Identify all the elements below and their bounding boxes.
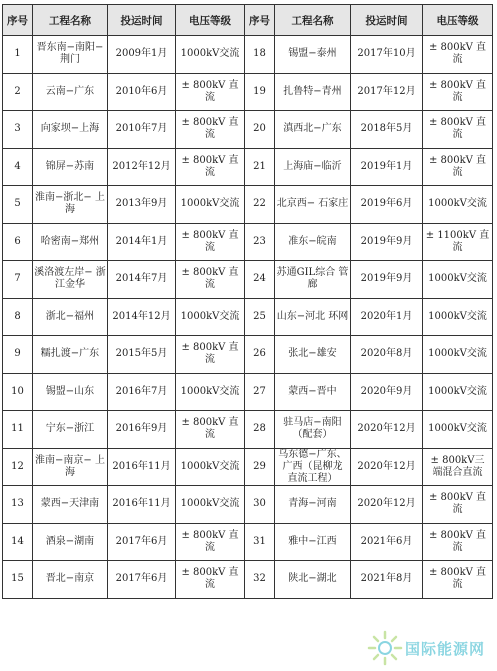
table-body	[3, 36, 493, 599]
left-no-cell: 13	[3, 486, 33, 524]
left-name-cell: 哈密南−郑州	[33, 223, 108, 261]
left-voltage-cell: ± 800kV 直流	[176, 148, 245, 186]
right-date-cell: 2020年12月	[351, 448, 423, 486]
left-date-cell: 2009年1月	[108, 36, 176, 74]
right-name-cell: 山东−河北 环网	[275, 298, 351, 336]
header-voltage-right: 电压等级	[423, 5, 493, 36]
right-no-cell: 19	[245, 73, 275, 111]
left-date-cell: 2013年9月	[108, 186, 176, 224]
right-voltage-cell: ± 800kV 直流	[423, 111, 493, 149]
right-date-cell: 2019年9月	[351, 261, 423, 299]
right-date-cell: 2021年8月	[351, 561, 423, 599]
right-voltage-cell: ± 800kV 直流	[423, 73, 493, 111]
left-voltage-cell: 1000kV交流	[176, 36, 245, 74]
right-voltage-cell: ± 800kV 直流	[423, 523, 493, 561]
left-voltage-cell: ± 800kV 直流	[176, 336, 245, 374]
left-no-cell: 4	[3, 148, 33, 186]
right-name-cell: 陕北−湖北	[275, 561, 351, 599]
right-name-cell: 锡盟−泰州	[275, 36, 351, 74]
right-date-cell: 2017年10月	[351, 36, 423, 74]
right-name-cell: 滇西北−广东	[275, 111, 351, 149]
left-no-cell: 7	[3, 261, 33, 299]
left-date-cell: 2010年7月	[108, 111, 176, 149]
table-row	[3, 486, 493, 524]
left-no-cell: 10	[3, 373, 33, 411]
right-voltage-cell: 1000kV交流	[423, 373, 493, 411]
table-row	[3, 411, 493, 449]
left-voltage-cell: 1000kV交流	[176, 373, 245, 411]
right-no-cell: 22	[245, 186, 275, 224]
header-no-right: 序号	[245, 5, 275, 36]
right-name-cell: 乌东德−广东、 广西（昆柳龙 直流工程）	[275, 448, 351, 486]
table-row	[3, 561, 493, 599]
left-voltage-cell: 1000kV交流	[176, 448, 245, 486]
left-date-cell: 2016年9月	[108, 411, 176, 449]
left-no-cell: 5	[3, 186, 33, 224]
watermark-logo	[367, 630, 493, 666]
header-row	[3, 5, 493, 36]
left-voltage-cell: ± 800kV 直流	[176, 111, 245, 149]
left-date-cell: 2016年11月	[108, 448, 176, 486]
left-name-cell: 蒙西−天津南	[33, 486, 108, 524]
right-name-cell: 扎鲁特−青州	[275, 73, 351, 111]
right-no-cell: 32	[245, 561, 275, 599]
left-date-cell: 2012年12月	[108, 148, 176, 186]
right-voltage-cell: 1000kV交流	[423, 261, 493, 299]
right-name-cell: 驻马店−南阳 （配套）	[275, 411, 351, 449]
table-row	[3, 36, 493, 74]
left-name-cell: 宁东−浙江	[33, 411, 108, 449]
left-no-cell: 8	[3, 298, 33, 336]
left-voltage-cell: 1000kV交流	[176, 486, 245, 524]
left-date-cell: 2016年7月	[108, 373, 176, 411]
table-row	[3, 223, 493, 261]
right-no-cell: 21	[245, 148, 275, 186]
left-name-cell: 糯扎渡−广东	[33, 336, 108, 374]
table-row	[3, 523, 493, 561]
left-no-cell: 12	[3, 448, 33, 486]
right-voltage-cell: ± 800kV 直流	[423, 561, 493, 599]
left-voltage-cell: ± 800kV 直流	[176, 223, 245, 261]
left-no-cell: 9	[3, 336, 33, 374]
header-name-right: 工程名称	[275, 5, 351, 36]
right-date-cell: 2019年6月	[351, 186, 423, 224]
right-no-cell: 31	[245, 523, 275, 561]
left-name-cell: 酒泉−湖南	[33, 523, 108, 561]
left-date-cell: 2014年7月	[108, 261, 176, 299]
right-date-cell: 2019年1月	[351, 148, 423, 186]
left-date-cell: 2010年6月	[108, 73, 176, 111]
right-date-cell: 2020年1月	[351, 298, 423, 336]
left-voltage-cell: ± 800kV 直流	[176, 561, 245, 599]
right-name-cell: 雅中−江西	[275, 523, 351, 561]
right-date-cell: 2021年6月	[351, 523, 423, 561]
right-voltage-cell: 1000kV交流	[423, 186, 493, 224]
watermark-sun-icon	[367, 630, 403, 666]
left-voltage-cell: 1000kV交流	[176, 186, 245, 224]
right-date-cell: 2020年12月	[351, 411, 423, 449]
right-no-cell: 23	[245, 223, 275, 261]
right-voltage-cell: ± 800kV三 端混合直流	[423, 448, 493, 486]
right-no-cell: 18	[245, 36, 275, 74]
left-name-cell: 溪洛渡左岸− 浙江金华	[33, 261, 108, 299]
right-no-cell: 26	[245, 336, 275, 374]
left-no-cell: 3	[3, 111, 33, 149]
left-no-cell: 2	[3, 73, 33, 111]
left-name-cell: 晋东南−南阳− 荆门	[33, 36, 108, 74]
table-row	[3, 448, 493, 486]
header-no-left: 序号	[3, 5, 33, 36]
right-date-cell: 2019年9月	[351, 223, 423, 261]
right-date-cell: 2020年9月	[351, 373, 423, 411]
left-voltage-cell: ± 800kV 直流	[176, 411, 245, 449]
right-voltage-cell: 1000kV交流	[423, 336, 493, 374]
header-date-left: 投运时间	[108, 5, 176, 36]
left-voltage-cell: ± 800kV 直流	[176, 523, 245, 561]
left-voltage-cell: 1000kV交流	[176, 298, 245, 336]
right-no-cell: 24	[245, 261, 275, 299]
right-voltage-cell: ± 800kV 直流	[423, 148, 493, 186]
right-voltage-cell: ± 800kV 直流	[423, 36, 493, 74]
left-name-cell: 云南−广东	[33, 73, 108, 111]
right-name-cell: 苏通GIL综合 管廊	[275, 261, 351, 299]
left-name-cell: 向家坝−上海	[33, 111, 108, 149]
left-date-cell: 2014年12月	[108, 298, 176, 336]
table-row	[3, 73, 493, 111]
right-name-cell: 上海庙−临沂	[275, 148, 351, 186]
table-row	[3, 186, 493, 224]
right-no-cell: 28	[245, 411, 275, 449]
table-row	[3, 148, 493, 186]
right-voltage-cell: 1000kV交流	[423, 298, 493, 336]
left-name-cell: 晋北−南京	[33, 561, 108, 599]
left-name-cell: 锦屏−苏南	[33, 148, 108, 186]
left-date-cell: 2017年6月	[108, 561, 176, 599]
header-date-right: 投运时间	[351, 5, 423, 36]
left-date-cell: 2015年5月	[108, 336, 176, 374]
right-no-cell: 27	[245, 373, 275, 411]
left-date-cell: 2016年11月	[108, 486, 176, 524]
right-name-cell: 蒙西−晋中	[275, 373, 351, 411]
left-name-cell: 锡盟−山东	[33, 373, 108, 411]
left-no-cell: 15	[3, 561, 33, 599]
right-name-cell: 青海−河南	[275, 486, 351, 524]
left-date-cell: 2017年6月	[108, 523, 176, 561]
left-voltage-cell: ± 800kV 直流	[176, 261, 245, 299]
table-row	[3, 111, 493, 149]
left-date-cell: 2014年1月	[108, 223, 176, 261]
header-voltage-left: 电压等级	[176, 5, 245, 36]
right-voltage-cell: ± 800kV 直流	[423, 486, 493, 524]
left-name-cell: 浙北−福州	[33, 298, 108, 336]
left-no-cell: 1	[3, 36, 33, 74]
left-no-cell: 11	[3, 411, 33, 449]
right-no-cell: 30	[245, 486, 275, 524]
table-row	[3, 336, 493, 374]
right-date-cell: 2017年12月	[351, 73, 423, 111]
table-row	[3, 298, 493, 336]
header-name-left: 工程名称	[33, 5, 108, 36]
right-name-cell: 北京西− 石家庄	[275, 186, 351, 224]
table-row	[3, 373, 493, 411]
watermark-text: 国际能源网	[405, 640, 486, 658]
left-name-cell: 淮南−南京− 上海	[33, 448, 108, 486]
table-row	[3, 261, 493, 299]
right-voltage-cell: ± 1100kV 直流	[423, 223, 493, 261]
right-date-cell: 2020年12月	[351, 486, 423, 524]
project-table	[2, 4, 493, 599]
left-no-cell: 14	[3, 523, 33, 561]
right-name-cell: 张北−雄安	[275, 336, 351, 374]
left-voltage-cell: ± 800kV 直流	[176, 73, 245, 111]
table-header	[3, 5, 493, 36]
right-name-cell: 准东−皖南	[275, 223, 351, 261]
right-no-cell: 29	[245, 448, 275, 486]
right-date-cell: 2020年8月	[351, 336, 423, 374]
right-date-cell: 2018年5月	[351, 111, 423, 149]
left-name-cell: 淮南−浙北− 上海	[33, 186, 108, 224]
left-no-cell: 6	[3, 223, 33, 261]
right-voltage-cell: 1000kV交流	[423, 411, 493, 449]
right-no-cell: 25	[245, 298, 275, 336]
right-no-cell: 20	[245, 111, 275, 149]
